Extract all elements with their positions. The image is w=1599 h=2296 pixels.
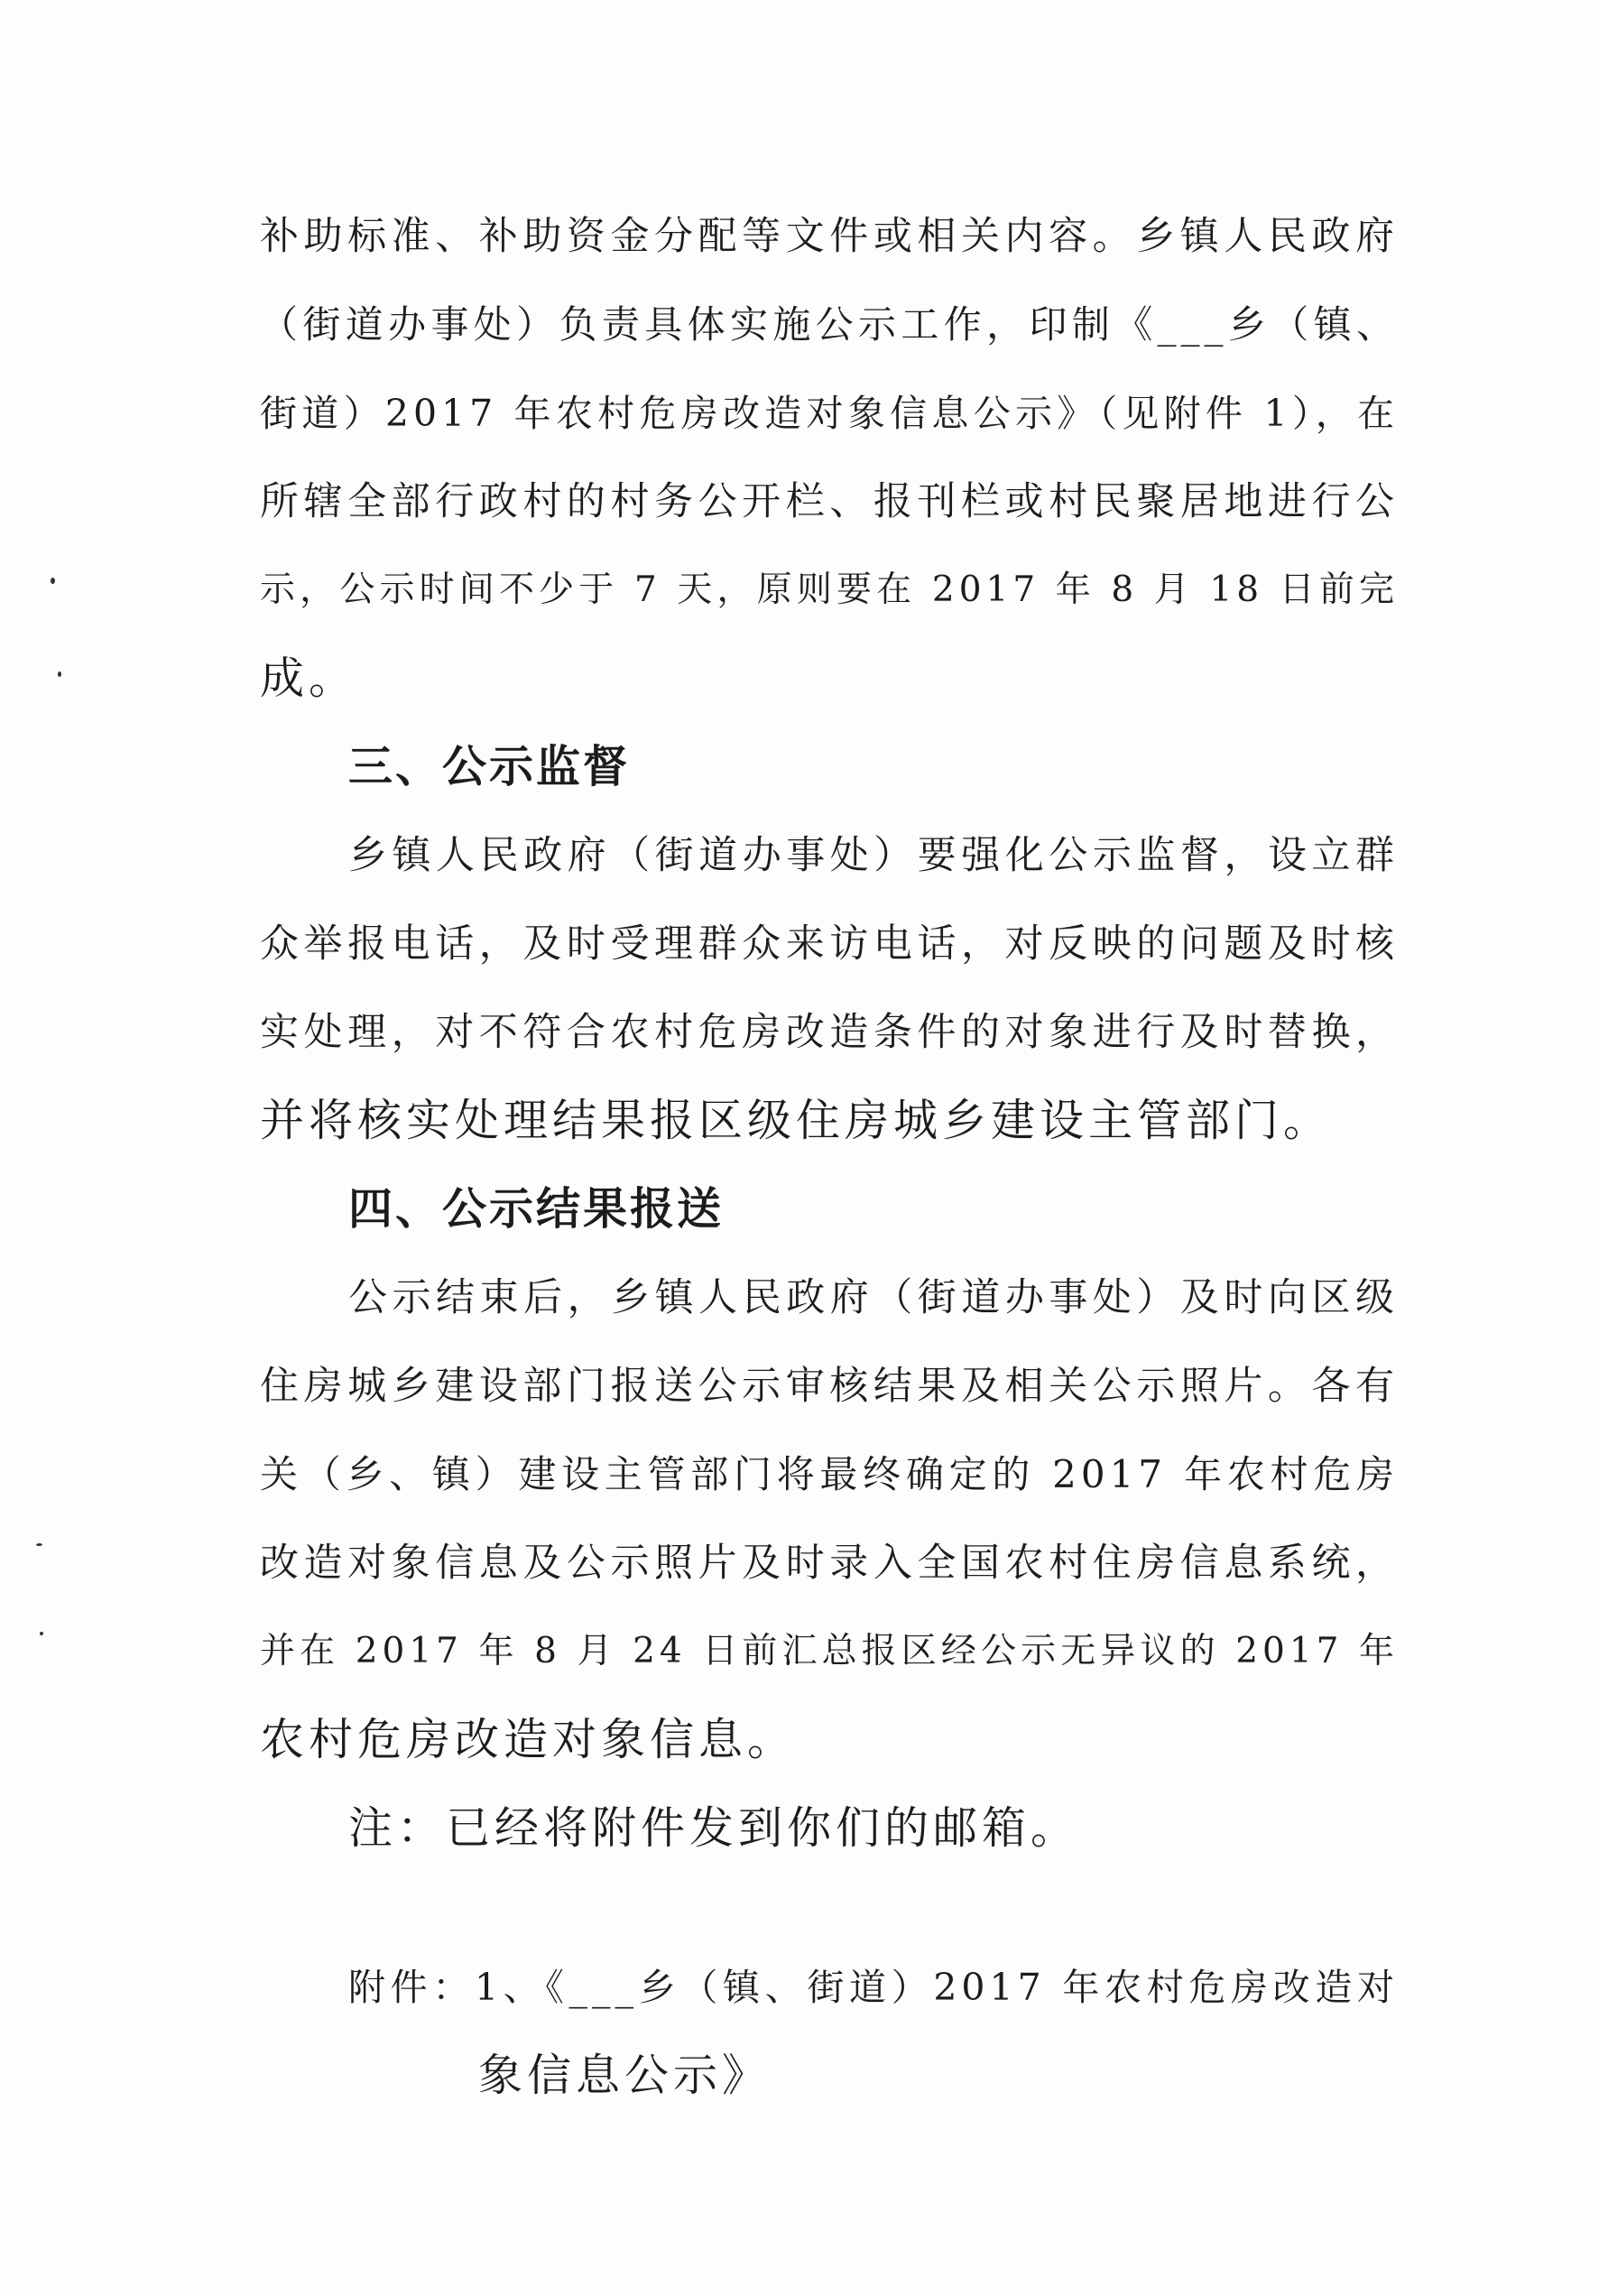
scan-speck [40, 1632, 43, 1635]
attachment-line-continued: 象信息公示》 [478, 2050, 772, 2101]
scan-speck [36, 1543, 42, 1546]
body-paragraph-line: （街道办事处）负责具体实施公示工作，印制《___乡（镇、 [260, 302, 1399, 347]
body-paragraph-line: 住房城乡建设部门报送公示审核结果及相关公示照片。各有 [260, 1364, 1399, 1409]
body-paragraph-line: 所辖全部行政村的村务公开栏、报刊栏或村民聚居地进行公 [260, 479, 1399, 524]
attachment-line: 附件：1、《___乡（镇、街道）2017 年农村危房改造对 [348, 1966, 1399, 2009]
body-paragraph-line: 并在 2017 年 8 月 24 日前汇总报区经公示无异议的 2017 年 [260, 1631, 1399, 1671]
body-paragraph-line: 农村危房改造对象信息。 [260, 1714, 797, 1765]
scan-speck [51, 578, 55, 584]
body-paragraph-line: 示，公示时间不少于 7 天，原则要在 2017 年 8 月 18 日前完 [260, 569, 1399, 610]
body-paragraph-line: 众举报电话，及时受理群众来访电话，对反映的问题及时核 [260, 921, 1399, 967]
body-paragraph-line: 公示结束后，乡镇人民政府（街道办事处）及时向区级 [348, 1275, 1399, 1320]
body-paragraph-line: 补助标准、补助资金分配等文件或相关内容。乡镇人民政府 [260, 214, 1399, 259]
body-paragraph-line: 并将核实处理结果报区级住房城乡建设主管部门。 [260, 1095, 1333, 1146]
body-paragraph-line: 关（乡、镇）建设主管部门将最终确定的 2017 年农村危房 [260, 1452, 1399, 1496]
body-paragraph-line: 乡镇人民政府（街道办事处）要强化公示监督，设立群 [348, 833, 1399, 878]
section-heading-4: 四、公示结果报送 [348, 1183, 725, 1235]
body-paragraph-line: 改造对象信息及公示照片及时录入全国农村住房信息系统， [260, 1541, 1399, 1586]
body-paragraph-line: 实处理，对不符合农村危房改造条件的对象进行及时替换， [260, 1010, 1399, 1055]
body-paragraph-line: 成。 [260, 653, 358, 704]
note-line: 注：已经将附件发到你们的邮箱。 [348, 1802, 1080, 1854]
body-paragraph-line: 街道）2017 年农村危房改造对象信息公示》（见附件 1），在 [260, 392, 1399, 435]
section-heading-3: 三、公示监督 [348, 741, 631, 792]
scan-speck [58, 671, 61, 677]
